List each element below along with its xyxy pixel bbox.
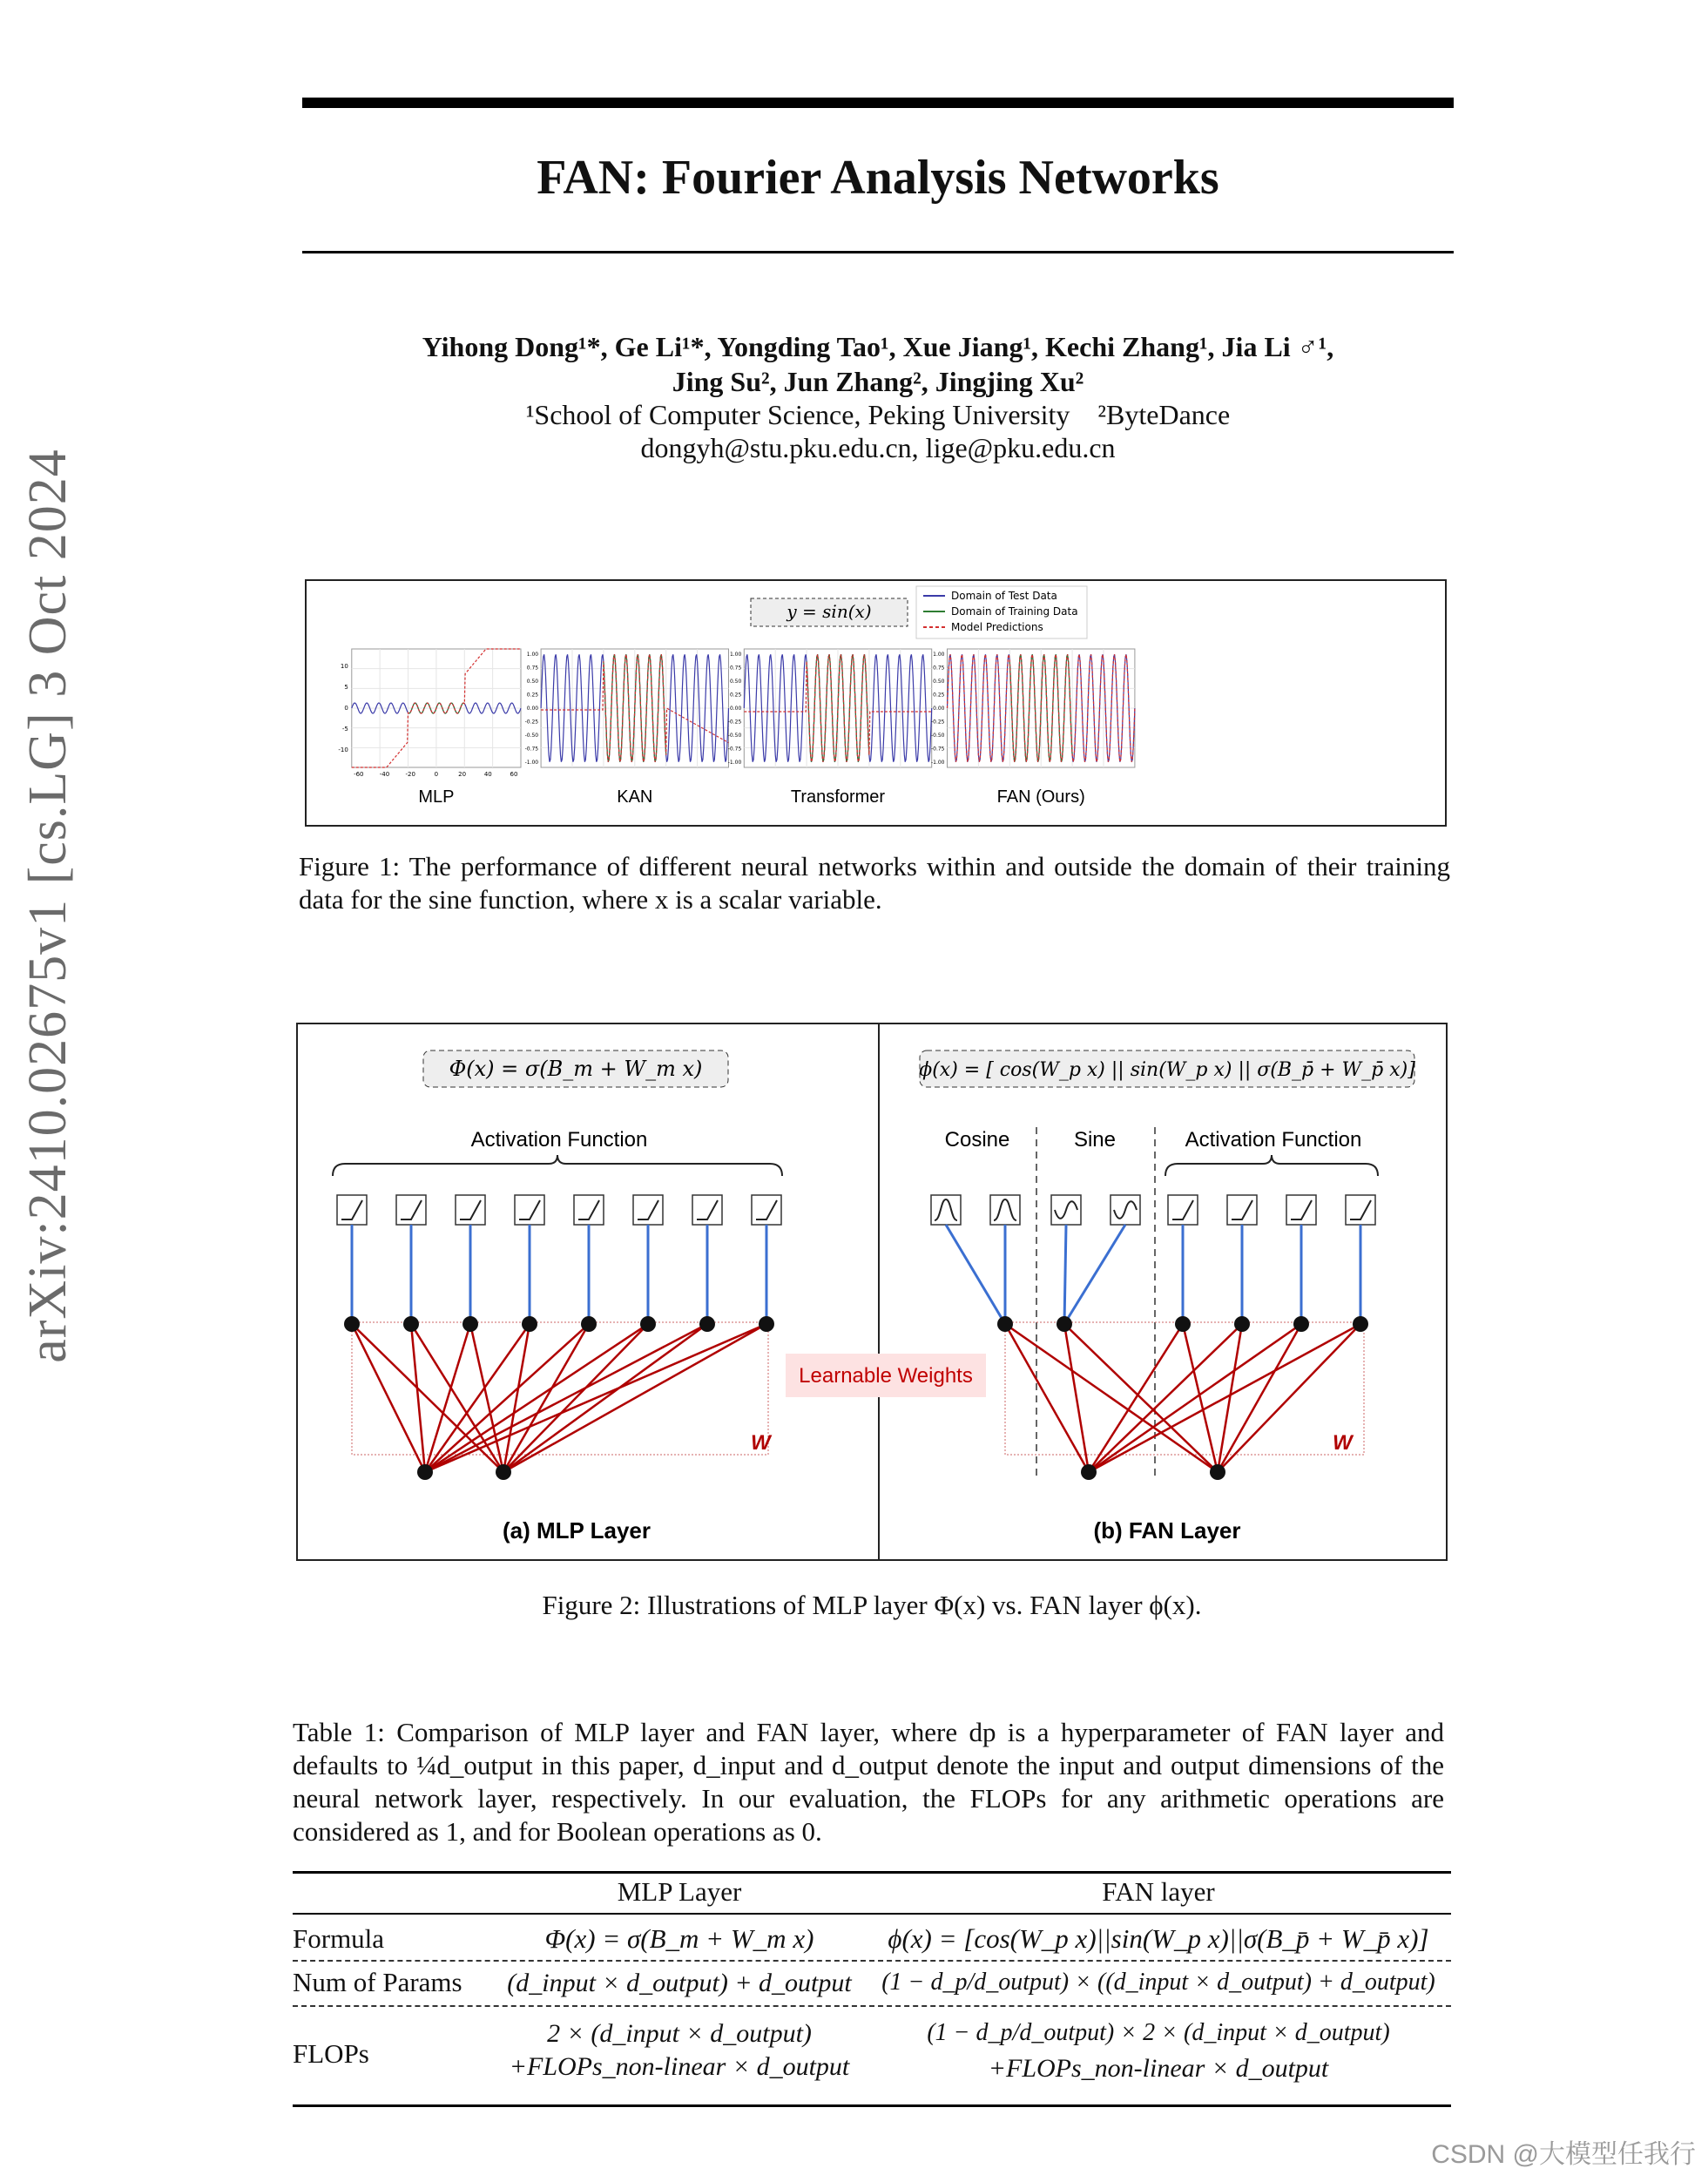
mlp-activation-label: Activation Function bbox=[470, 1128, 648, 1152]
fan-sine-label: Sine bbox=[1073, 1128, 1117, 1152]
fig1-ytick: 0.75 bbox=[729, 665, 742, 672]
fig2-brace bbox=[333, 1155, 782, 1176]
legend-label-test: Domain of Test Data bbox=[951, 590, 1057, 602]
legend-label-train: Domain of Training Data bbox=[951, 605, 1078, 618]
fig1-ytick: -0.50 bbox=[930, 733, 945, 739]
fig1-panel-label: Transformer bbox=[790, 787, 886, 807]
fig2-neuron bbox=[1057, 1316, 1072, 1332]
table-1-caption: Table 1: Comparison of MLP layer and FAN layer, where dp is a hyperparameter of FAN layer and defaults to ¼d_output in this paper, d_input and d_output denote the input and output dimensions of the neural network layer, respectively. In our evaluation, the FLOPs for any arithmetic operations are considered as 1, and for Boolean operations as 0. bbox=[293, 1717, 1444, 1847]
fig2-weight-edge bbox=[1183, 1324, 1218, 1472]
fig2-weight-region bbox=[352, 1322, 768, 1455]
figure-2-diagram bbox=[298, 1024, 1446, 1559]
fig2-neuron bbox=[1234, 1316, 1250, 1332]
fig2-weight-edge bbox=[1089, 1324, 1183, 1472]
fig2-activation-edge bbox=[1064, 1225, 1125, 1324]
figure-2-caption: Figure 2: Illustrations of MLP layer Φ(x) vs. FAN layer ϕ(x). bbox=[542, 1590, 1202, 1620]
fig1-xtick: 60 bbox=[510, 771, 518, 778]
fig1-ytick: -0.25 bbox=[930, 719, 945, 726]
fig1-xtick: 0 bbox=[434, 771, 439, 778]
fig1-ytick: -0.50 bbox=[727, 733, 742, 739]
fan-flops-line-1: (1 − d_p/d_output) × 2 × (d_input × d_output) bbox=[927, 2019, 1390, 2046]
fig1-xtick: -40 bbox=[379, 771, 390, 778]
fig1-ytick: -0.25 bbox=[727, 719, 742, 726]
mlp-formula-cell: Φ(x) = σ(B_m + W_m x) bbox=[544, 1923, 814, 1954]
fig2-neuron bbox=[1293, 1316, 1309, 1332]
mlp-params-cell: (d_input × d_output) + d_output bbox=[507, 1969, 852, 1997]
mlp-layer-caption: (a) MLP Layer bbox=[502, 1517, 651, 1544]
fig1-ytick: 0.50 bbox=[526, 679, 539, 685]
fig1-xtick: 20 bbox=[458, 771, 467, 778]
legend-label-pred: Model Predictions bbox=[951, 621, 1043, 633]
fig2-brace bbox=[1165, 1155, 1378, 1176]
fig1-formula: y = sin(x) bbox=[786, 601, 872, 622]
authors-line-1: Yihong Dong¹*, Ge Li¹*, Yongding Tao¹, Xue Jiang¹, Kechi Zhang¹, Jia Li ♂¹, bbox=[422, 331, 1334, 362]
fig2-neuron bbox=[1210, 1464, 1225, 1480]
fig2-neuron bbox=[462, 1316, 478, 1332]
fan-formula-cell: ϕ(x) = [cos(W_p x)||sin(W_p x)||σ(B_p̄ + W_p̄ x)] bbox=[888, 1923, 1429, 1954]
fig2-neuron bbox=[403, 1316, 419, 1332]
fan-weight-symbol: W bbox=[1333, 1431, 1353, 1455]
fig1-ytick: -5 bbox=[341, 726, 348, 733]
fig1-ytick: 0.75 bbox=[933, 665, 945, 672]
fig1-ytick: 5 bbox=[344, 684, 348, 691]
fig1-ytick: 10 bbox=[340, 663, 348, 670]
row-label-flops: FLOPs bbox=[293, 2038, 369, 2069]
row-label-params: Num of Params bbox=[293, 1967, 462, 1997]
fig2-neuron bbox=[1353, 1316, 1368, 1332]
fig1-panel-label: KAN bbox=[617, 787, 653, 807]
fig1-ytick: -0.50 bbox=[524, 733, 539, 739]
fig1-ytick: -1.00 bbox=[727, 760, 742, 766]
fig1-ytick: -0.75 bbox=[930, 746, 945, 753]
fig1-ytick: 0.50 bbox=[933, 679, 945, 685]
fig2-weight-region bbox=[1005, 1322, 1364, 1455]
fig2-neuron bbox=[1175, 1316, 1191, 1332]
fig2-neuron bbox=[522, 1316, 537, 1332]
fig2-weight-edge bbox=[1089, 1324, 1360, 1472]
fig1-ytick: -1.00 bbox=[930, 760, 945, 766]
fig1-panel-label: FAN (Ours) bbox=[996, 787, 1085, 807]
fig1-ytick: 0.00 bbox=[933, 706, 945, 712]
table-header-mlp: MLP Layer bbox=[617, 1876, 742, 1907]
fig2-neuron bbox=[496, 1464, 511, 1480]
fig2-weight-edge bbox=[503, 1324, 707, 1472]
table-bottom-rule bbox=[293, 2104, 1451, 2107]
fig1-xtick: 40 bbox=[483, 771, 492, 778]
row-label-formula: Formula bbox=[293, 1923, 385, 1954]
fig1-ytick: 0.50 bbox=[729, 679, 742, 685]
fig2-neuron bbox=[997, 1316, 1013, 1332]
fan-flops-line-2: +FLOPs_non-linear × d_output bbox=[988, 2054, 1329, 2083]
fig2-neuron bbox=[581, 1316, 597, 1332]
mlp-formula: Φ(x) = σ(B_m + W_m x) bbox=[449, 1057, 703, 1081]
fig2-activation-edge bbox=[1064, 1225, 1066, 1324]
fig1-ytick: 0.25 bbox=[526, 692, 539, 699]
fig1-xtick: -20 bbox=[405, 771, 415, 778]
fig2-neuron bbox=[640, 1316, 656, 1332]
figure-2 bbox=[296, 1023, 1448, 1561]
fig1-ytick: -1.00 bbox=[524, 760, 539, 766]
fan-cosine-label: Cosine bbox=[944, 1128, 1010, 1152]
arxiv-identifier: arXiv:2410.02675v1 [cs.LG] 3 Oct 2024 bbox=[18, 449, 78, 1363]
mlp-flops-line-2: +FLOPs_non-linear × d_output bbox=[509, 2052, 850, 2081]
fig1-xtick: -60 bbox=[354, 771, 364, 778]
fig1-ytick: 0.25 bbox=[729, 692, 742, 699]
fig2-neuron bbox=[1081, 1464, 1097, 1480]
fan-layer-caption: (b) FAN Layer bbox=[1093, 1517, 1241, 1544]
title-rule bbox=[302, 251, 1454, 253]
fig1-ytick: -0.75 bbox=[524, 746, 539, 753]
figure-1 bbox=[305, 579, 1447, 827]
fig1-ytick: -0.75 bbox=[727, 746, 742, 753]
author-emails: dongyh@stu.pku.edu.cn, lige@pku.edu.cn bbox=[640, 432, 1116, 463]
authors-line-2: Jing Su², Jun Zhang², Jingjing Xu² bbox=[672, 366, 1084, 397]
table-row-divider-2 bbox=[293, 2005, 1451, 2007]
figure-1-plots bbox=[307, 581, 1445, 825]
fig1-ytick: 1.00 bbox=[729, 652, 742, 658]
fig2-neuron bbox=[417, 1464, 433, 1480]
fig2-weight-edge bbox=[425, 1324, 470, 1472]
top-rule bbox=[302, 98, 1454, 108]
fan-formula: ϕ(x) = [ cos(W_p x) || sin(W_p x) || σ(B_p̄ + W_p̄ x)] bbox=[919, 1059, 1415, 1081]
fig1-ytick: 0.25 bbox=[933, 692, 945, 699]
fig1-ytick: 0 bbox=[344, 705, 348, 712]
mlp-flops-line-1: 2 × (d_input × d_output) bbox=[547, 2019, 812, 2048]
figure-1-caption-text: Figure 1: The performance of different neural networks within and outside the domain of their training data for the sine function, where x is a scalar variable. bbox=[299, 851, 1450, 915]
fan-activation-label: Activation Function bbox=[1185, 1128, 1362, 1152]
fan-params-cell: (1 − d_p/d_output) × ((d_input × d_output) + d_output) bbox=[881, 1969, 1435, 1996]
fig2-weight-edge bbox=[503, 1324, 766, 1472]
fig2-weight-edge bbox=[352, 1324, 503, 1472]
table-top-rule bbox=[293, 1871, 1451, 1874]
fig1-ytick: -10 bbox=[338, 746, 348, 753]
table-header-rule bbox=[293, 1913, 1451, 1915]
figure-1-caption bbox=[299, 850, 1450, 916]
fig1-ytick: 0.75 bbox=[526, 665, 539, 672]
table-row-divider-1 bbox=[293, 1960, 1451, 1962]
fig2-neuron bbox=[759, 1316, 774, 1332]
fig2-activation-edge bbox=[946, 1225, 1005, 1324]
mlp-weight-symbol: W bbox=[751, 1431, 771, 1455]
fig1-ytick: 0.00 bbox=[729, 706, 742, 712]
fig1-ytick: 1.00 bbox=[933, 652, 945, 658]
affiliations: ¹School of Computer Science, Peking University ²ByteDance bbox=[525, 399, 1231, 430]
fig1-panel-label: MLP bbox=[418, 787, 455, 807]
fig2-neuron bbox=[699, 1316, 715, 1332]
fig1-ytick: 0.00 bbox=[526, 706, 539, 712]
fig2-neuron bbox=[344, 1316, 360, 1332]
paper-title: FAN: Fourier Analysis Networks bbox=[537, 151, 1219, 205]
table-header-fan: FAN layer bbox=[1102, 1876, 1215, 1907]
fig2-weight-edge bbox=[425, 1324, 707, 1472]
fig1-ytick: -0.25 bbox=[524, 719, 539, 726]
learnable-weights-label: Learnable Weights bbox=[799, 1364, 973, 1388]
csdn-watermark: CSDN @大模型任我行 bbox=[1431, 2140, 1696, 2169]
fig1-ytick: 1.00 bbox=[526, 652, 539, 658]
